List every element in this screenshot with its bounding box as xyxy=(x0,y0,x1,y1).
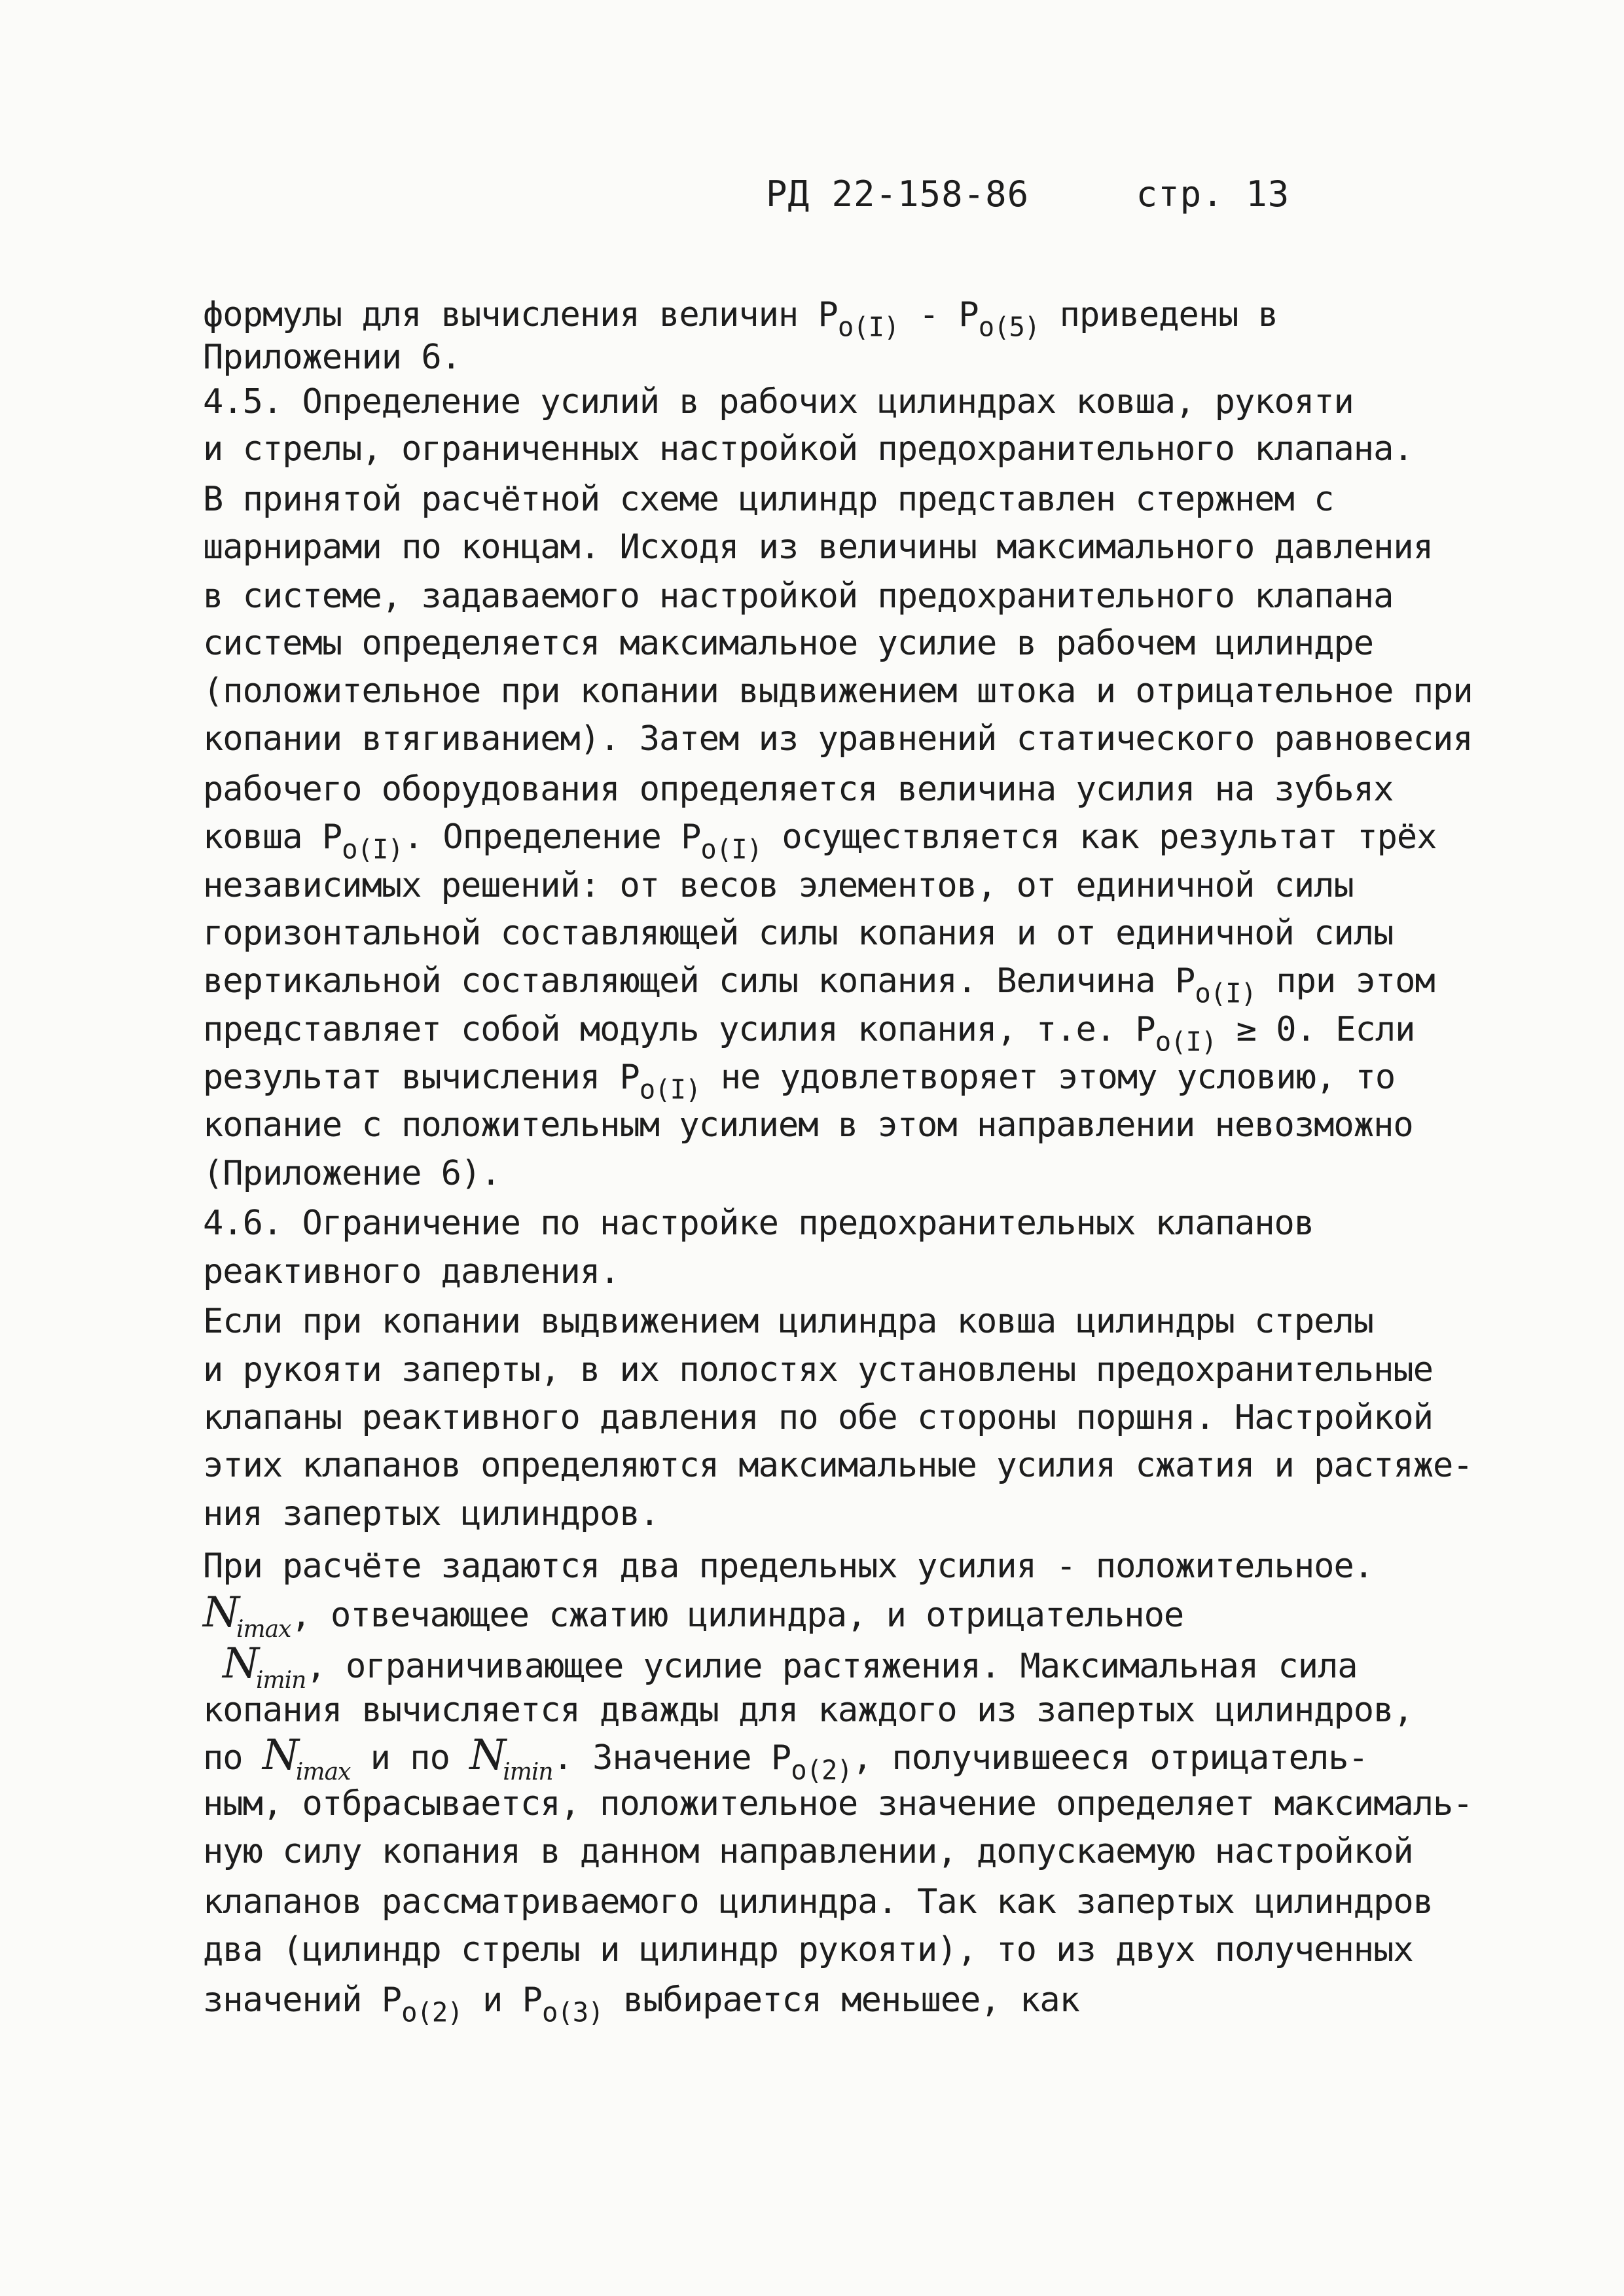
formula-symbol-n-imax: $N_{imax}$ xyxy=(262,1731,351,1785)
text-line: Если при копании выдвижением цилиндра ковша цилиндры стрелы xyxy=(203,1302,1374,1341)
text-line: В принятой расчётной схеме цилиндр представлен стержнем с xyxy=(203,480,1334,519)
page-header xyxy=(766,173,1290,215)
text-line: и рукояти заперты, в их полостях установлены предохранительные xyxy=(203,1350,1434,1390)
text-line: Приложении 6. xyxy=(203,338,461,377)
text-line: по $N_{imax}$ и по $N_{imin}$. Значение $P_{о(2)}$, получившееся отрицатель- xyxy=(203,1731,1368,1786)
text-line: и стрелы, ограниченных настройкой предохранительного клапана. xyxy=(203,429,1413,469)
text-line: $N_{imax}$, отвечающее сжатию цилиндра, и отрицательное xyxy=(203,1588,1184,1643)
text-line: значений $P_{о(2)}$ и $P_{о(3)}$ выбирается меньшее, как xyxy=(203,1981,1079,2028)
text-line: копание с положительным усилием в этом направлении невозможно xyxy=(203,1105,1413,1145)
page-number: стр. 13 xyxy=(1136,173,1290,215)
text-line: ния запертых цилиндров. xyxy=(203,1494,660,1534)
text-line: ковша $P_{о(I)}$. Определение $P_{о(I)}$ осуществляется как результат трёх xyxy=(203,817,1437,865)
text-line: 4.5. Определение усилий в рабочих цилиндрах ковша, рукояти xyxy=(203,382,1354,422)
text-line: формулы для вычисления величин $P_{о(I)} - P_{о(5)}$ приведены в xyxy=(203,295,1278,343)
text-line: шарнирами по концам. Исходя из величины максимального давления xyxy=(203,528,1434,567)
text-line: клапанов рассматриваемого цилиндра. Так как запертых цилиндров xyxy=(203,1882,1434,1922)
text-line: системы определяется максимальное усилие в рабочем цилиндре xyxy=(203,624,1374,663)
text-line: (Приложение 6). xyxy=(203,1154,501,1193)
text-line: (положительное при копании выдвижением штока и отрицательное при xyxy=(203,672,1473,711)
text-line: рабочего оборудования определяется величина усилия на зубьях xyxy=(203,770,1394,809)
text-line: клапаны реактивного давления по обе стороны поршня. Настройкой xyxy=(203,1398,1434,1437)
formula-symbol-n-imax: $N_{imax}$ xyxy=(203,1588,291,1643)
text-line: 4.6. Ограничение по настройке предохранительных клапанов xyxy=(203,1204,1314,1243)
text-line: два (цилиндр стрелы и цилиндр рукояти), то из двух полученных xyxy=(203,1930,1413,1969)
text-line: результат вычисления $P_{о(I)}$ не удовлетворяет этому условию, то xyxy=(203,1058,1396,1105)
text-line: вертикальной составляющей силы копания. Величина $P_{о(I)}$ при этом xyxy=(203,961,1435,1009)
text-line: ным, отбрасывается, положительное значение определяет максималь- xyxy=(203,1784,1473,1823)
text-line: копания вычисляется дважды для каждого из запертых цилиндров, xyxy=(203,1691,1413,1730)
text-line: в системе, задаваемого настройкой предохранительного клапана xyxy=(203,577,1394,616)
text-line: копании втягиванием). Затем из уравнений статического равновесия xyxy=(203,719,1473,759)
document-code: РД 22-158-86 xyxy=(766,173,1030,215)
text-line: ную силу копания в данном направлении, допускаемую настройкой xyxy=(203,1832,1413,1871)
text-line: горизонтальной составляющей силы копания и от единичной силы xyxy=(203,914,1394,953)
text-line: $N_{imin}$, ограничивающее усилие растяжения. Максимальная сила xyxy=(223,1640,1358,1694)
text-line: представляет собой модуль усилия копания, т.е. $P_{о(I)} \ge 0$. Если xyxy=(203,1010,1415,1058)
text-line: реактивного давления. xyxy=(203,1252,620,1291)
text-line: этих клапанов определяются максимальные усилия сжатия и растяже- xyxy=(203,1446,1473,1485)
formula-symbol-n-imin: $N_{imin}$ xyxy=(223,1640,306,1694)
formula-symbol-n-imin: $N_{imin}$ xyxy=(469,1731,553,1785)
text-line: При расчёте задаются два предельных усилия - положительное. xyxy=(203,1547,1374,1586)
text-line: независимых решений: от весов элементов, от единичной силы xyxy=(203,866,1354,905)
